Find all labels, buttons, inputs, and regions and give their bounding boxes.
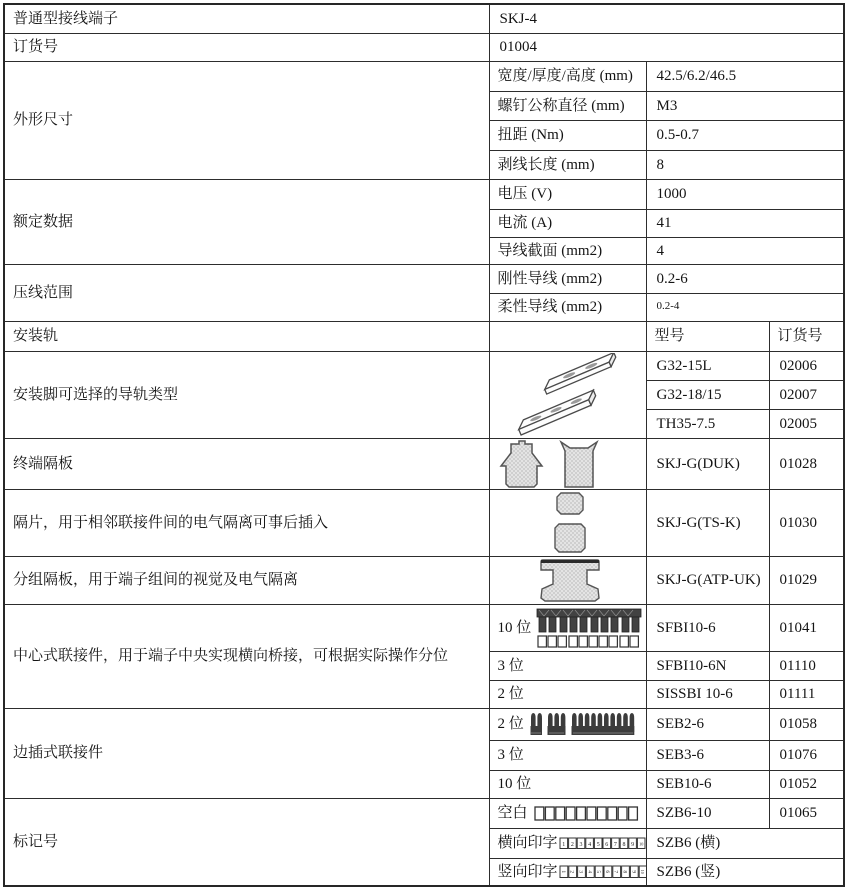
table-row bbox=[4, 798, 844, 828]
positions-cell bbox=[489, 604, 646, 651]
marker-kind-cell bbox=[489, 798, 646, 828]
svg-text:2: 2 bbox=[568, 870, 575, 873]
din-rails-icon bbox=[504, 353, 636, 437]
rail-types-label: 安装脚可选择的导轨类型 bbox=[4, 351, 489, 438]
svg-text:4: 4 bbox=[587, 841, 591, 848]
model-cell: SKJ-G(TS-K) bbox=[646, 489, 769, 556]
model-cell: SZB6 (横) bbox=[646, 828, 844, 858]
marker-kind-cell bbox=[489, 858, 646, 886]
table-row bbox=[4, 321, 844, 351]
svg-text:7: 7 bbox=[612, 870, 619, 873]
param-cell: 扭距 (Nm) bbox=[489, 120, 646, 150]
positions-cell bbox=[489, 651, 646, 680]
param-cell: 柔性导线 (mm2) bbox=[489, 293, 646, 321]
model-cell: SISSBI 10-6 bbox=[646, 680, 769, 708]
value-cell: M3 bbox=[646, 91, 844, 120]
spacer-plates-cell bbox=[489, 489, 646, 556]
model-cell: G32-15L bbox=[646, 351, 769, 380]
order-cell: 01052 bbox=[769, 770, 844, 798]
table-row bbox=[4, 489, 844, 556]
model-cell: SKJ-G(DUK) bbox=[646, 438, 769, 489]
marker-vertical-icon bbox=[559, 864, 646, 880]
svg-text:1: 1 bbox=[559, 870, 566, 873]
svg-text:10: 10 bbox=[639, 869, 645, 874]
value-cell: 42.5/6.2/46.5 bbox=[646, 61, 844, 91]
clamping-section-label: 压线范围 bbox=[4, 264, 489, 321]
model-cell: SEB3-6 bbox=[646, 740, 769, 770]
rail-header-empty-cell bbox=[489, 321, 646, 351]
side-bridge-icon bbox=[529, 711, 637, 737]
table-row bbox=[4, 708, 844, 740]
center-bridge-label: 中心式联接件，用于端子中央实现横向桥接，可根据实际操作分位 bbox=[4, 604, 489, 708]
positions-cell bbox=[489, 708, 646, 740]
param-cell: 刚性导线 (mm2) bbox=[489, 264, 646, 293]
rail-section-label: 安装轨 bbox=[4, 321, 489, 351]
rated-section-label: 额定数据 bbox=[4, 179, 489, 264]
order-cell: 01028 bbox=[769, 438, 844, 489]
svg-text:6: 6 bbox=[604, 841, 608, 848]
table-row bbox=[4, 351, 844, 380]
group-separator-cell bbox=[489, 556, 646, 604]
side-bridge-label: 边插式联接件 bbox=[4, 708, 489, 798]
order-column-header: 订货号 bbox=[769, 321, 844, 351]
group-separator-label: 分组隔板，用于端子组间的视觉及电气隔离 bbox=[4, 556, 489, 604]
value-cell: 0.2-6 bbox=[646, 264, 844, 293]
table-row bbox=[4, 61, 844, 91]
positions-label: 3 位 bbox=[497, 657, 524, 674]
order-cell: 01058 bbox=[769, 708, 844, 740]
model-cell: TH35-7.5 bbox=[646, 409, 769, 438]
center-bridge-icon bbox=[536, 607, 644, 648]
svg-text:6: 6 bbox=[603, 870, 610, 873]
order-cell: 02005 bbox=[769, 409, 844, 438]
model-cell: SZB6-10 bbox=[646, 798, 769, 828]
model-cell: SZB6 (竖) bbox=[646, 858, 844, 886]
end-plates-icon bbox=[499, 440, 615, 488]
table-row bbox=[4, 179, 844, 209]
svg-text:5: 5 bbox=[596, 841, 600, 848]
order-cell: 01030 bbox=[769, 489, 844, 556]
value-cell: 0.5-0.7 bbox=[646, 120, 844, 150]
order-number-value: 01004 bbox=[489, 33, 844, 61]
param-cell: 电压 (V) bbox=[489, 179, 646, 209]
din-rails-cell bbox=[489, 351, 646, 438]
marker-kind-label: 横向印字 bbox=[497, 835, 558, 851]
group-separator-icon bbox=[531, 558, 609, 602]
end-plates-cell bbox=[489, 438, 646, 489]
dimensions-section-label: 外形尺寸 bbox=[4, 61, 489, 179]
order-cell: 01111 bbox=[769, 680, 844, 708]
svg-text:9: 9 bbox=[629, 870, 636, 873]
param-cell: 导线截面 (mm2) bbox=[489, 237, 646, 264]
model-cell: SEB10-6 bbox=[646, 770, 769, 798]
positions-cell bbox=[489, 740, 646, 770]
positions-cell bbox=[489, 680, 646, 708]
value-cell: 4 bbox=[646, 237, 844, 264]
order-number-label: 订货号 bbox=[4, 33, 489, 61]
svg-text:3: 3 bbox=[579, 841, 583, 848]
param-cell: 宽度/厚度/高度 (mm) bbox=[489, 61, 646, 91]
positions-label: 10 位 bbox=[497, 619, 532, 636]
positions-label: 10 位 bbox=[497, 776, 532, 792]
spacer-plates-icon bbox=[548, 492, 592, 554]
svg-text:8: 8 bbox=[622, 841, 626, 848]
model-cell: SKJ-G(ATP-UK) bbox=[646, 556, 769, 604]
positions-cell bbox=[489, 770, 646, 798]
svg-text:3: 3 bbox=[577, 870, 584, 873]
marker-kind-label: 空白 bbox=[497, 805, 528, 821]
positions-label: 2 位 bbox=[497, 716, 524, 732]
svg-text:8: 8 bbox=[621, 870, 628, 873]
table-row bbox=[4, 438, 844, 489]
spec-table bbox=[3, 3, 845, 887]
table-row bbox=[4, 604, 844, 651]
order-cell: 01110 bbox=[769, 651, 844, 680]
end-plate-label: 终端隔板 bbox=[4, 438, 489, 489]
order-cell: 01029 bbox=[769, 556, 844, 604]
product-label: 普通型接线端子 bbox=[4, 4, 489, 33]
value-cell: 1000 bbox=[646, 179, 844, 209]
order-cell: 01076 bbox=[769, 740, 844, 770]
marker-kind-label: 竖向印字 bbox=[497, 863, 558, 880]
table-row bbox=[4, 556, 844, 604]
model-cell: SFBI10-6 bbox=[646, 604, 769, 651]
order-cell: 01065 bbox=[769, 798, 844, 828]
positions-label: 2 位 bbox=[497, 686, 524, 702]
table-row bbox=[4, 4, 844, 33]
param-cell: 剥线长度 (mm) bbox=[489, 150, 646, 179]
svg-text:1: 1 bbox=[561, 841, 565, 848]
order-cell: 02006 bbox=[769, 351, 844, 380]
value-cell: 41 bbox=[646, 209, 844, 237]
model-cell: SEB2-6 bbox=[646, 708, 769, 740]
svg-text:2: 2 bbox=[570, 841, 574, 848]
model-column-header: 型号 bbox=[646, 321, 769, 351]
spacer-label: 隔片，用于相邻联接件间的电气隔离可事后插入 bbox=[4, 489, 489, 556]
svg-text:5: 5 bbox=[594, 870, 601, 873]
param-cell: 螺钉公称直径 (mm) bbox=[489, 91, 646, 120]
marker-kind-cell bbox=[489, 828, 646, 858]
order-cell: 01041 bbox=[769, 604, 844, 651]
svg-text:10: 10 bbox=[638, 841, 643, 846]
value-cell: 0.2-4 bbox=[646, 293, 844, 321]
marker-blank-icon bbox=[533, 805, 639, 822]
svg-text:9: 9 bbox=[630, 841, 634, 848]
positions-label: 3 位 bbox=[497, 747, 524, 763]
svg-text:4: 4 bbox=[585, 870, 592, 873]
table-row bbox=[4, 33, 844, 61]
marker-label: 标记号 bbox=[4, 798, 489, 886]
value-cell: 8 bbox=[646, 150, 844, 179]
table-row bbox=[4, 264, 844, 293]
model-cell: G32-18/15 bbox=[646, 380, 769, 409]
order-cell: 02007 bbox=[769, 380, 844, 409]
marker-horizontal-icon bbox=[559, 836, 646, 851]
param-cell: 电流 (A) bbox=[489, 209, 646, 237]
model-cell: SFBI10-6N bbox=[646, 651, 769, 680]
product-model: SKJ-4 bbox=[489, 4, 844, 33]
svg-text:7: 7 bbox=[613, 841, 617, 848]
